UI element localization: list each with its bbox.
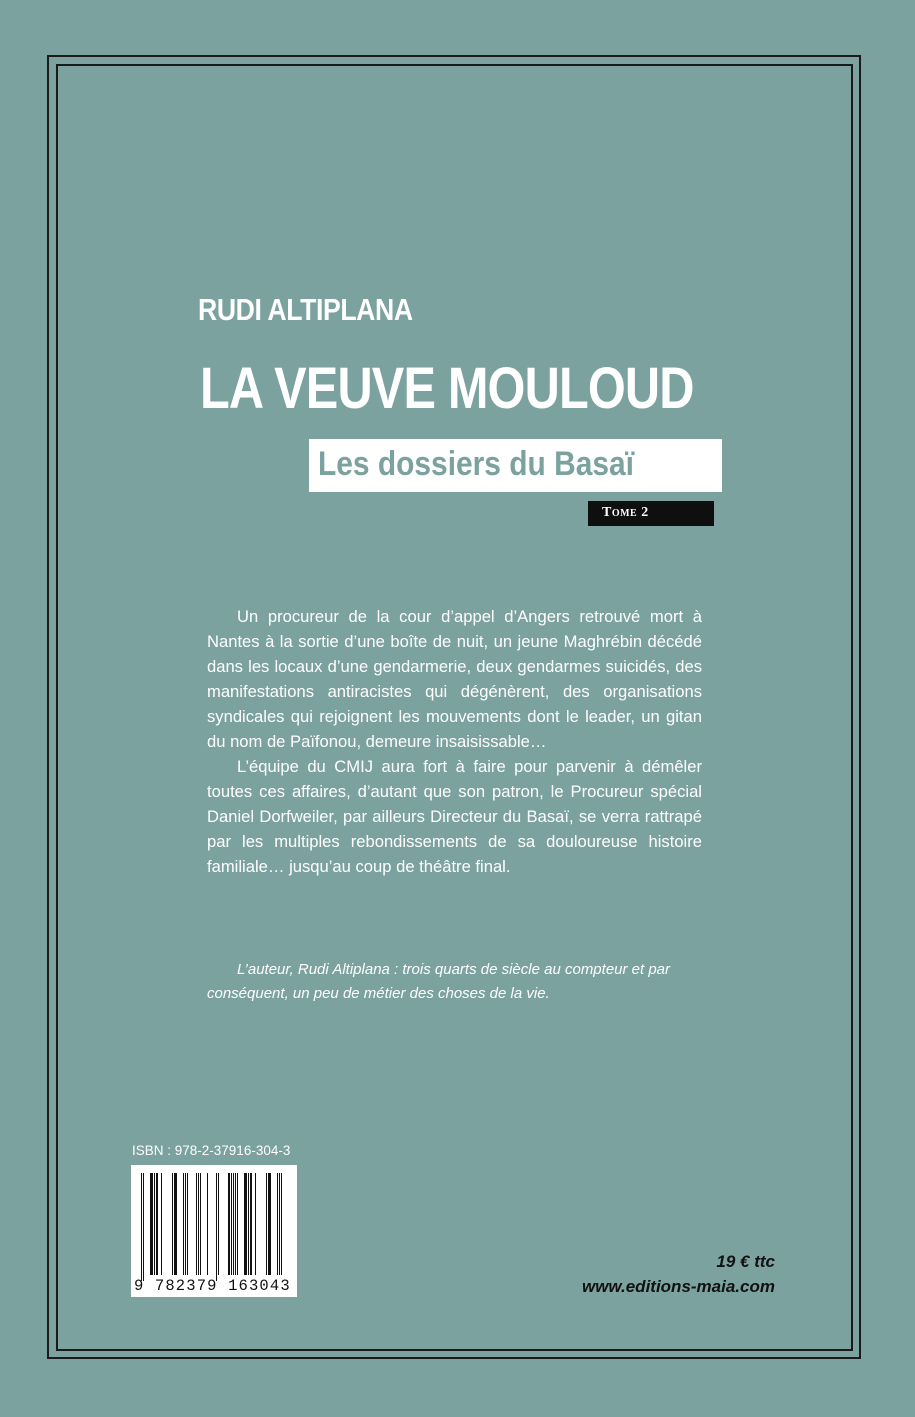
- barcode-bar: [218, 1173, 219, 1275]
- isbn-label: ISBN : 978-2-37916-304-3: [132, 1143, 291, 1158]
- barcode: [131, 1165, 297, 1297]
- barcode-bar: [268, 1173, 271, 1275]
- barcode-bar: [198, 1173, 199, 1275]
- barcode-bar: [216, 1173, 217, 1281]
- blurb-paragraph: L’équipe du CMIJ aura fort à faire pour parvenir à démêler toutes ces affaires, d’autant que son patron, le Procureur spécial Daniel Dorfweiler, par ailleurs Directeur du Basaï, se verra rattrapé par les multiples rebondissements de sa douloureuse histoire familiale… jusqu’au coup de théâtre final.: [207, 757, 702, 876]
- publisher-website: www.editions-maia.com: [581, 1277, 775, 1296]
- barcode-bar: [279, 1173, 280, 1275]
- book-title: LA VEUVE MOULOUD: [200, 356, 694, 421]
- author-note: [207, 958, 717, 1006]
- volume-label: Tome 2: [602, 505, 649, 520]
- blurb-paragraph: Un procureur de la cour d’appel d’Angers retrouvé mort à Nantes à la sortie d’une boîte de nuit, un jeune Maghrébin décédé dans les locaux d’une gendarmerie, deux gendarmes suicidés, des manifestations antiracistes qui dégénèrent, des organisations syndicales qui rejoignent les mouvements dont le leader, un gitan du nom de Païfonou, demeure insaisissable…: [207, 607, 702, 751]
- barcode-bar: [187, 1173, 188, 1275]
- barcode-bar: [248, 1173, 249, 1275]
- volume-badge: [588, 501, 714, 526]
- barcode-bar: [235, 1173, 236, 1275]
- back-cover-blurb: [207, 604, 702, 879]
- barcode-bar: [233, 1173, 234, 1275]
- barcode-bar: [207, 1173, 208, 1275]
- series-banner: [309, 439, 722, 492]
- barcode-bar: [183, 1173, 184, 1275]
- barcode-bar: [266, 1173, 267, 1275]
- barcode-bar: [255, 1173, 256, 1275]
- barcode-bar: [141, 1173, 142, 1281]
- barcode-bar: [250, 1173, 252, 1275]
- barcode-bar: [174, 1173, 177, 1275]
- barcode-bar: [231, 1173, 232, 1275]
- barcode-bar: [185, 1173, 186, 1275]
- author-name: RUDI ALTIPLANA: [198, 292, 413, 327]
- barcode-bar: [172, 1173, 173, 1275]
- series-name: Les dossiers du Basaï: [318, 445, 634, 483]
- barcode-bar: [154, 1173, 155, 1275]
- price: 19 € ttc: [716, 1252, 775, 1271]
- barcode-bar: [228, 1173, 230, 1275]
- barcode-bar: [281, 1173, 282, 1275]
- barcode-bar: [143, 1173, 144, 1281]
- barcode-bar: [200, 1173, 201, 1275]
- author-note-text: L’auteur, Rudi Altiplana : trois quarts de siècle au compteur et par conséquent, un peu de métier des choses de la vie.: [207, 961, 671, 1002]
- barcode-bar: [244, 1173, 247, 1275]
- barcode-bar: [156, 1173, 158, 1275]
- barcode-bar: [150, 1173, 153, 1275]
- barcode-bar: [196, 1173, 197, 1275]
- barcode-bar: [161, 1173, 162, 1275]
- barcode-digits: 9 782379 163043: [134, 1277, 291, 1295]
- barcode-bar: [237, 1173, 238, 1275]
- barcode-bar: [277, 1173, 278, 1275]
